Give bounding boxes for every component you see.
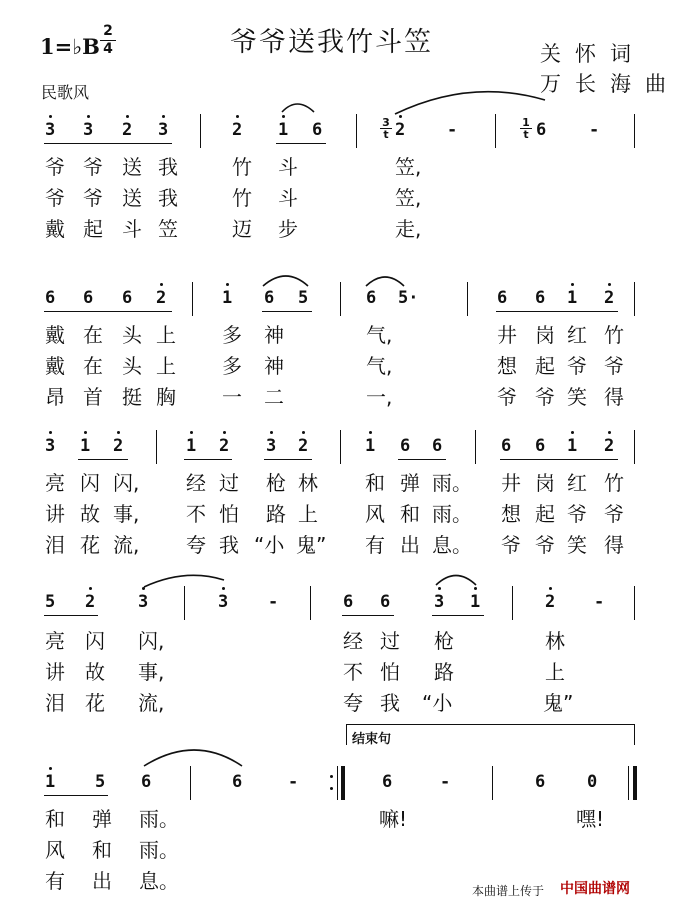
note-dash: -	[288, 772, 299, 792]
composer-credit: 万长海曲	[540, 72, 680, 96]
repeat-barline	[337, 766, 338, 800]
note: 3	[83, 120, 94, 140]
score-page: 爷爷送我竹斗笠 1=♭B 2 4 关怀词 万长海曲 民歌风 3 3 2 3 2 1 6 $\frac{3}{t}$ 2 - $\frac{1}{t}$ 6 - 爷 爷 送 我 竹 斗 笠, 爷 爷 送 我 竹 斗 笠, 戴 起 斗 笠 迈 步 走, 6 6 6 2 1 6 5 6 5· 6 6 1 2 戴 在 头 上 多 神 气, 井 岗 红 竹 戴 在 头 上 多 神 气, 想 起 爷 爷 昂 首 挺 胸 一 二 一, 爷 爷 笑 得 3 1 2 1 2 3 2 1 6 6 6 6 1 2 亮 闪 闪, 经 过 枪 林 和 弹 雨。 井 岗 红 竹 讲 故 事, 不 怕 路 上 风 和 雨。 想 起 爷 爷 泪 花 流, 夸 我 “小 鬼” 有 出 息。 爷 爷 笑 得 5 2 3 3 - 6 6 3 1 2 - 亮 闪 闪, 经 过 枪 林 讲 故 事, 不 怕 路 上 泪 花 流, 夸 我 “小 鬼” 结束句 1 5 6 6 - 6 - 6 0 和 弹 雨。 嘛! 嘿! 风 和 雨。 有 出 息。 本曲谱上传于 中国曲谱网	[0, 0, 663, 907]
ending-bracket	[346, 724, 635, 745]
note: 6	[264, 288, 275, 308]
barline	[310, 586, 311, 620]
repeat-dot	[330, 787, 333, 790]
note: 2	[122, 120, 133, 140]
note: 5·	[398, 288, 419, 308]
barline	[356, 114, 357, 148]
ending-label: 结束句	[352, 732, 392, 747]
note: 2	[85, 592, 96, 612]
barline	[512, 586, 513, 620]
site-logo[interactable]: 中国曲谱网	[560, 881, 630, 897]
note: 1	[470, 592, 481, 612]
barline	[492, 766, 493, 800]
meter-bottom: 4	[103, 41, 113, 57]
note: 6	[232, 772, 243, 792]
note: 6	[535, 288, 546, 308]
slur-arc	[436, 576, 476, 586]
tie-arc	[395, 92, 545, 114]
note: 6	[536, 120, 547, 140]
slur-arc	[263, 276, 308, 286]
note-dash: -	[589, 120, 600, 140]
note: 1	[365, 436, 376, 456]
note: 2	[545, 592, 556, 612]
note: 3	[158, 120, 169, 140]
note: 6	[312, 120, 323, 140]
barline	[192, 282, 193, 316]
tie-arc	[144, 750, 242, 766]
note: 2	[298, 436, 309, 456]
note: 1	[45, 772, 56, 792]
repeat-thick-bar	[341, 766, 345, 800]
note: 3	[434, 592, 445, 612]
note: 1	[567, 288, 578, 308]
note: 6	[400, 436, 411, 456]
grace-note: $\frac{1}{t}$	[520, 117, 532, 140]
note: 2	[604, 436, 615, 456]
note: 2	[604, 288, 615, 308]
barline	[634, 282, 635, 316]
note: 5	[45, 592, 56, 612]
note-dash: -	[268, 592, 279, 612]
note: 2	[156, 288, 167, 308]
barline	[200, 114, 201, 148]
barline	[634, 430, 635, 464]
note: 6	[382, 772, 393, 792]
note: 1	[186, 436, 197, 456]
final-barline-thin	[628, 766, 629, 800]
note: 3	[266, 436, 277, 456]
note: 6	[343, 592, 354, 612]
barline	[467, 282, 468, 316]
note: 1	[567, 436, 578, 456]
note: 6	[83, 288, 94, 308]
note: 5	[95, 772, 106, 792]
note: 2	[113, 436, 124, 456]
barline	[634, 114, 635, 148]
note: 6	[141, 772, 152, 792]
barline	[156, 430, 157, 464]
slur-arc	[366, 277, 404, 286]
note: 0	[587, 772, 598, 792]
key-signature: 1=♭B	[40, 34, 100, 59]
note: 2	[232, 120, 243, 140]
song-title: 爷爷送我竹斗笠	[230, 27, 433, 58]
note-dash: -	[447, 120, 458, 140]
barline	[340, 282, 341, 316]
note-dash: -	[440, 772, 451, 792]
grace-note: $\frac{3}{t}$	[380, 117, 392, 140]
note: 2	[395, 120, 406, 140]
barline	[475, 430, 476, 464]
lyricist-credit: 关怀词	[540, 42, 645, 66]
note: 1	[222, 288, 233, 308]
note: 6	[497, 288, 508, 308]
barline	[634, 586, 635, 620]
note: 2	[219, 436, 230, 456]
note: 3	[45, 436, 56, 456]
note: 6	[501, 436, 512, 456]
final-barline-thick	[633, 766, 637, 800]
note: 6	[380, 592, 391, 612]
note: 1	[278, 120, 289, 140]
note: 5	[298, 288, 309, 308]
repeat-dot	[330, 775, 333, 778]
barline	[340, 430, 341, 464]
note: 1	[80, 436, 91, 456]
note-dash: -	[594, 592, 605, 612]
slur-arc	[282, 104, 314, 112]
note: 6	[535, 772, 546, 792]
note: 6	[122, 288, 133, 308]
note: 3	[45, 120, 56, 140]
note: 6	[366, 288, 377, 308]
upload-note: 本曲谱上传于	[472, 884, 545, 898]
note: 6	[432, 436, 443, 456]
style-marking: 民歌风	[41, 83, 90, 102]
barline	[184, 586, 185, 620]
note: 6	[535, 436, 546, 456]
note: 6	[45, 288, 56, 308]
note: 3	[138, 592, 149, 612]
meter-top: 2	[103, 23, 113, 39]
note: 3	[218, 592, 229, 612]
barline	[495, 114, 496, 148]
barline	[190, 766, 191, 800]
